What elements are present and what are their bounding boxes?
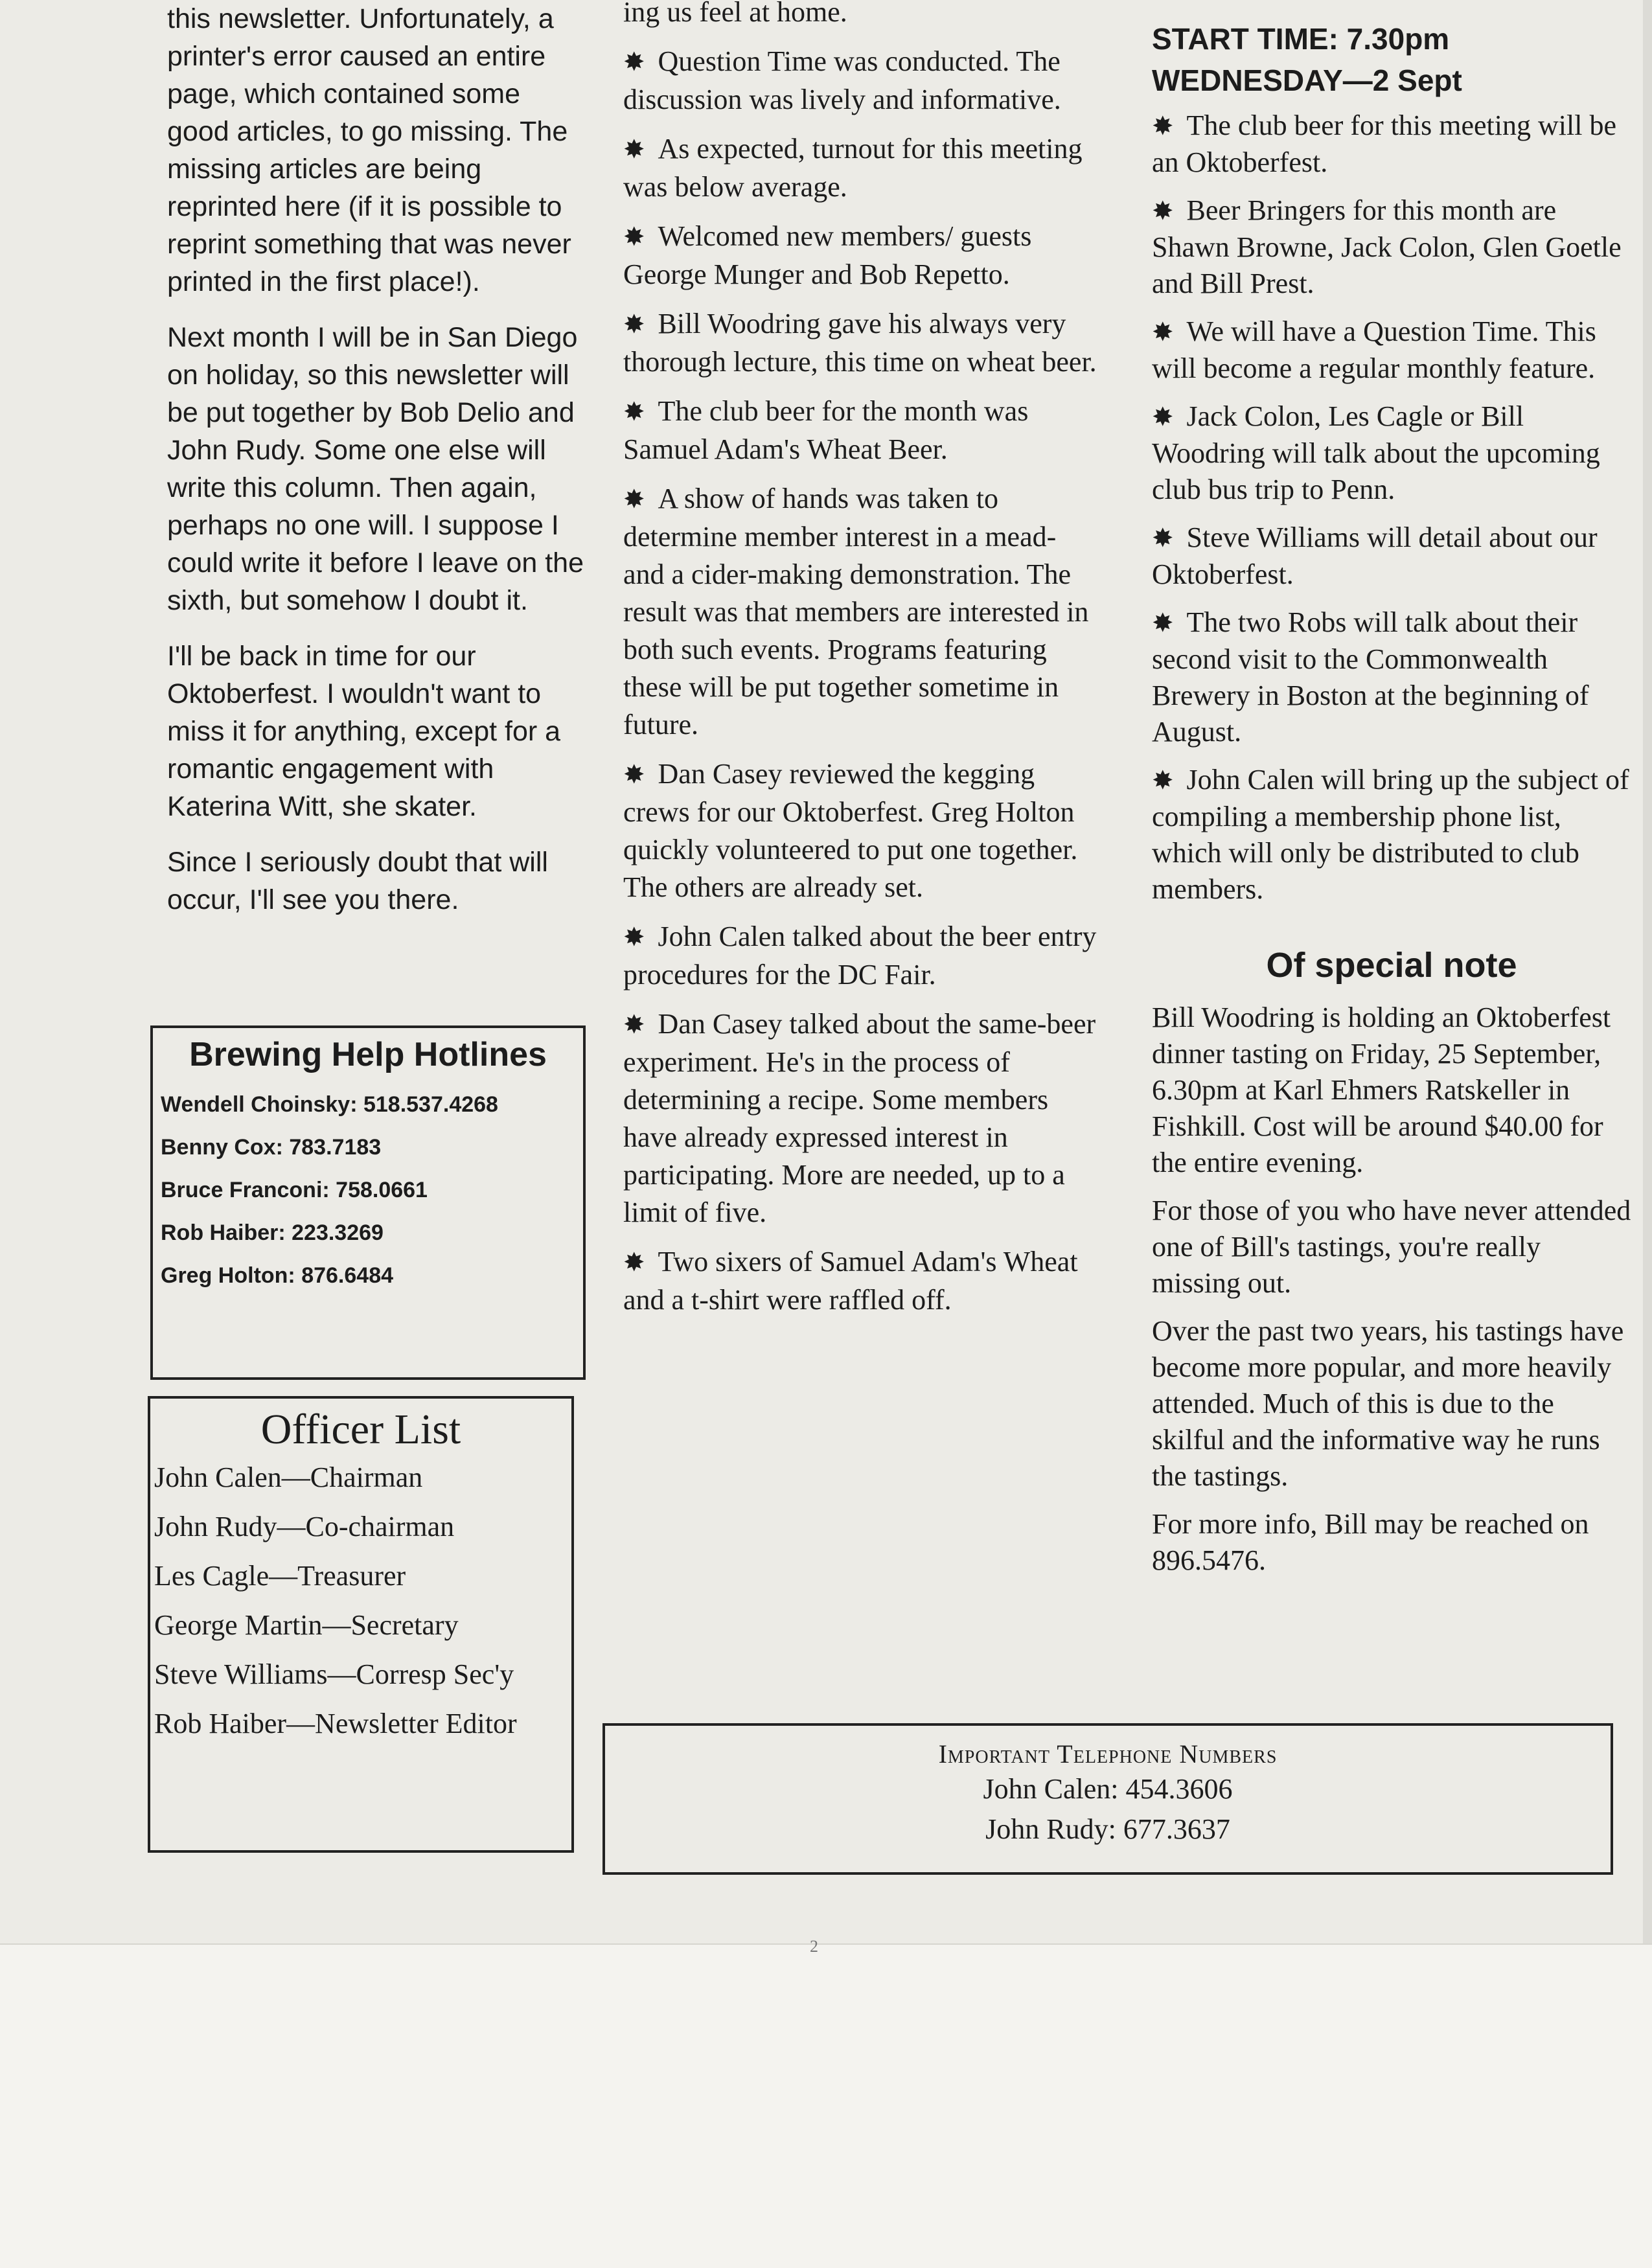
hotline-entry: Bruce Franconi: 758.0661 <box>161 1178 428 1202</box>
star-bullet-icon: ✸ <box>1152 196 1174 226</box>
star-bullet-icon: ✸ <box>623 135 645 165</box>
star-bullet-icon: ✸ <box>623 310 645 339</box>
star-bullet-icon: ✸ <box>623 485 645 514</box>
agenda-item <box>1152 192 1631 302</box>
agenda-item-text: John Calen will bring up the subject of compiling a membership phone list, which will only be distributed to club members. <box>1152 764 1629 905</box>
agenda-item <box>1152 604 1631 750</box>
star-bullet-icon: ✸ <box>623 922 645 952</box>
report-item-text: Dan Casey reviewed the kegging crews for our Oktoberfest. Greg Holton quickly volunteered to put one together. The others are already set. <box>623 758 1078 903</box>
report-item <box>623 218 1103 293</box>
report-item <box>623 1005 1103 1231</box>
star-bullet-icon: ✸ <box>623 760 645 790</box>
star-bullet-icon: ✸ <box>1152 111 1174 141</box>
agenda-item <box>1152 108 1631 181</box>
officer-entry: John Calen—Chairman <box>154 1461 423 1493</box>
page-edge <box>1643 0 1652 1943</box>
officer-entry: John Rudy—Co-chairman <box>154 1511 455 1542</box>
report-item <box>623 305 1103 381</box>
special-note-paragraph: For those of you who have never attended one of Bill's tastings, you're really missing out. <box>1152 1195 1631 1299</box>
next-meeting-column <box>1152 18 1631 1590</box>
special-note-paragraph: For more info, Bill may be reached on 896.5476. <box>1152 1508 1589 1576</box>
report-item-text: Question Time was conducted. The discussion was lively and informative. <box>623 45 1061 115</box>
agenda-item-text: We will have a Question Time. This will become a regular monthly feature. <box>1152 315 1596 384</box>
agenda-item-text: The two Robs will talk about their second visit to the Commonwealth Brewery in Boston at the beginning of August. <box>1152 606 1589 748</box>
meeting-report-column <box>623 0 1103 1331</box>
phone-line: John Calen: 454.3606 <box>983 1773 1233 1805</box>
agenda-item-text: Beer Bringers for this month are Shawn Browne, Jack Colon, Glen Goetle and Bill Prest. <box>1152 194 1622 299</box>
star-bullet-icon: ✸ <box>1152 402 1174 432</box>
star-bullet-icon: ✸ <box>623 47 645 77</box>
editor-column <box>167 0 588 937</box>
officer-entry: Rob Haiber—Newsletter Editor <box>154 1708 517 1739</box>
report-item-text: Welcomed new members/ guests George Munger and Bob Repetto. <box>623 220 1032 290</box>
report-item <box>623 130 1103 206</box>
star-bullet-icon: ✸ <box>1152 766 1174 796</box>
hotline-entry: Benny Cox: 783.7183 <box>161 1135 382 1160</box>
important-telephone-numbers-box <box>602 1723 1613 1875</box>
star-bullet-icon: ✸ <box>1152 317 1174 347</box>
agenda-item-text: Jack Colon, Les Cagle or Bill Woodring will talk about the upcoming club bus trip to Penn. <box>1152 400 1600 505</box>
report-intro: ing us feel at home. <box>623 0 847 28</box>
report-item-text: John Calen talked about the beer entry procedures for the DC Fair. <box>623 921 1097 991</box>
agenda-item-text: The club beer for this meeting will be an Oktoberfest. <box>1152 109 1616 178</box>
report-item-text: The club beer for the month was Samuel Adam's Wheat Beer. <box>623 395 1029 465</box>
star-bullet-icon: ✸ <box>1152 608 1174 638</box>
star-bullet-icon: ✸ <box>623 222 645 252</box>
report-item-text: Bill Woodring gave his always very thorough lecture, this time on wheat beer. <box>623 308 1097 378</box>
report-item-text: A show of hands was taken to determine member interest in a mead- and a cider-making demonstration. The result was that members are interested in both such events. Programs featuring these will be put together sometime in future. <box>623 483 1089 740</box>
report-item <box>623 393 1103 468</box>
agenda-item <box>1152 314 1631 387</box>
page-number: 2 <box>810 1937 818 1956</box>
hotlines-title: Brewing Help Hotlines <box>189 1036 547 1073</box>
star-bullet-icon: ✸ <box>1152 523 1174 553</box>
agenda-item <box>1152 398 1631 508</box>
special-note-title: Of special note <box>1266 946 1517 985</box>
phones-title: Important Telephone Numbers <box>938 1739 1278 1769</box>
star-bullet-icon: ✸ <box>623 1248 645 1277</box>
report-item-text: Two sixers of Samuel Adam's Wheat and a t-shirt were raffled off. <box>623 1246 1078 1316</box>
officer-list-box <box>148 1396 574 1853</box>
hotline-entry: Rob Haiber: 223.3269 <box>161 1220 384 1245</box>
start-time: START TIME: 7.30pm <box>1152 22 1450 56</box>
report-item <box>623 918 1103 994</box>
report-item <box>623 1243 1103 1319</box>
editor-paragraph: this newsletter. Unfortunately, a printer's error caused an entire page, which contained some good articles, to go missing. The missing articles are being reprinted here (if it is possible to reprint something that was never printed in the first place!). <box>167 3 571 297</box>
editor-paragraph: I'll be back in time for our Oktoberfest. I wouldn't want to miss it for anything, except for a romantic engagement with Katerina Witt, she skater. <box>167 641 561 822</box>
report-item-text: Dan Casey talked about the same-beer experiment. He's in the process of determining a recipe. Some members have already expressed interest in participating. More are needed, up to a limit of five. <box>623 1008 1096 1228</box>
officer-list <box>154 1461 571 1741</box>
meeting-date: WEDNESDAY—2 Sept <box>1152 63 1462 97</box>
hotlines-list <box>161 1092 583 1289</box>
officer-entry: Steve Williams—Corresp Sec'y <box>154 1658 514 1690</box>
special-note-section <box>1152 944 1631 1579</box>
report-item <box>623 755 1103 906</box>
agenda-item <box>1152 762 1631 908</box>
hotline-entry: Greg Holton: 876.6484 <box>161 1263 394 1288</box>
editor-paragraph: Next month I will be in San Diego on holiday, so this newsletter will be put together by Bob Delio and John Rudy. Some one else will write this column. Then again, perhaps no one will. I suppose I could write it before I leave on the sixth, but somehow I doubt it. <box>167 322 584 616</box>
brewing-help-hotlines-box <box>150 1025 586 1380</box>
officer-entry: Les Cagle—Treasurer <box>154 1560 406 1592</box>
agenda-item <box>1152 520 1631 593</box>
star-bullet-icon: ✸ <box>623 397 645 427</box>
report-item <box>623 480 1103 744</box>
special-note-paragraph: Bill Woodring is holding an Oktoberfest dinner tasting on Friday, 25 September, 6.30pm at Karl Ehmers Ratskeller in Fishkill. Cost will be around $40.00 for the entire evening. <box>1152 1002 1611 1178</box>
report-item-text: As expected, turnout for this meeting was below average. <box>623 133 1083 203</box>
star-bullet-icon: ✸ <box>623 1010 645 1040</box>
agenda-item-text: Steve Williams will detail about our Oktoberfest. <box>1152 521 1598 590</box>
hotline-entry: Wendell Choinsky: 518.537.4268 <box>161 1092 498 1117</box>
phone-line: John Rudy: 677.3637 <box>985 1813 1230 1845</box>
officer-list-title: Officer List <box>260 1406 461 1453</box>
special-note-paragraph: Over the past two years, his tastings have become more popular, and more heavily attended. Much of this is due to the skilful and the informative way he runs the tastings. <box>1152 1315 1624 1492</box>
editor-paragraph: Since I seriously doubt that will occur, I'll see you there. <box>167 847 548 915</box>
report-item <box>623 43 1103 119</box>
officer-entry: George Martin—Secretary <box>154 1609 459 1641</box>
